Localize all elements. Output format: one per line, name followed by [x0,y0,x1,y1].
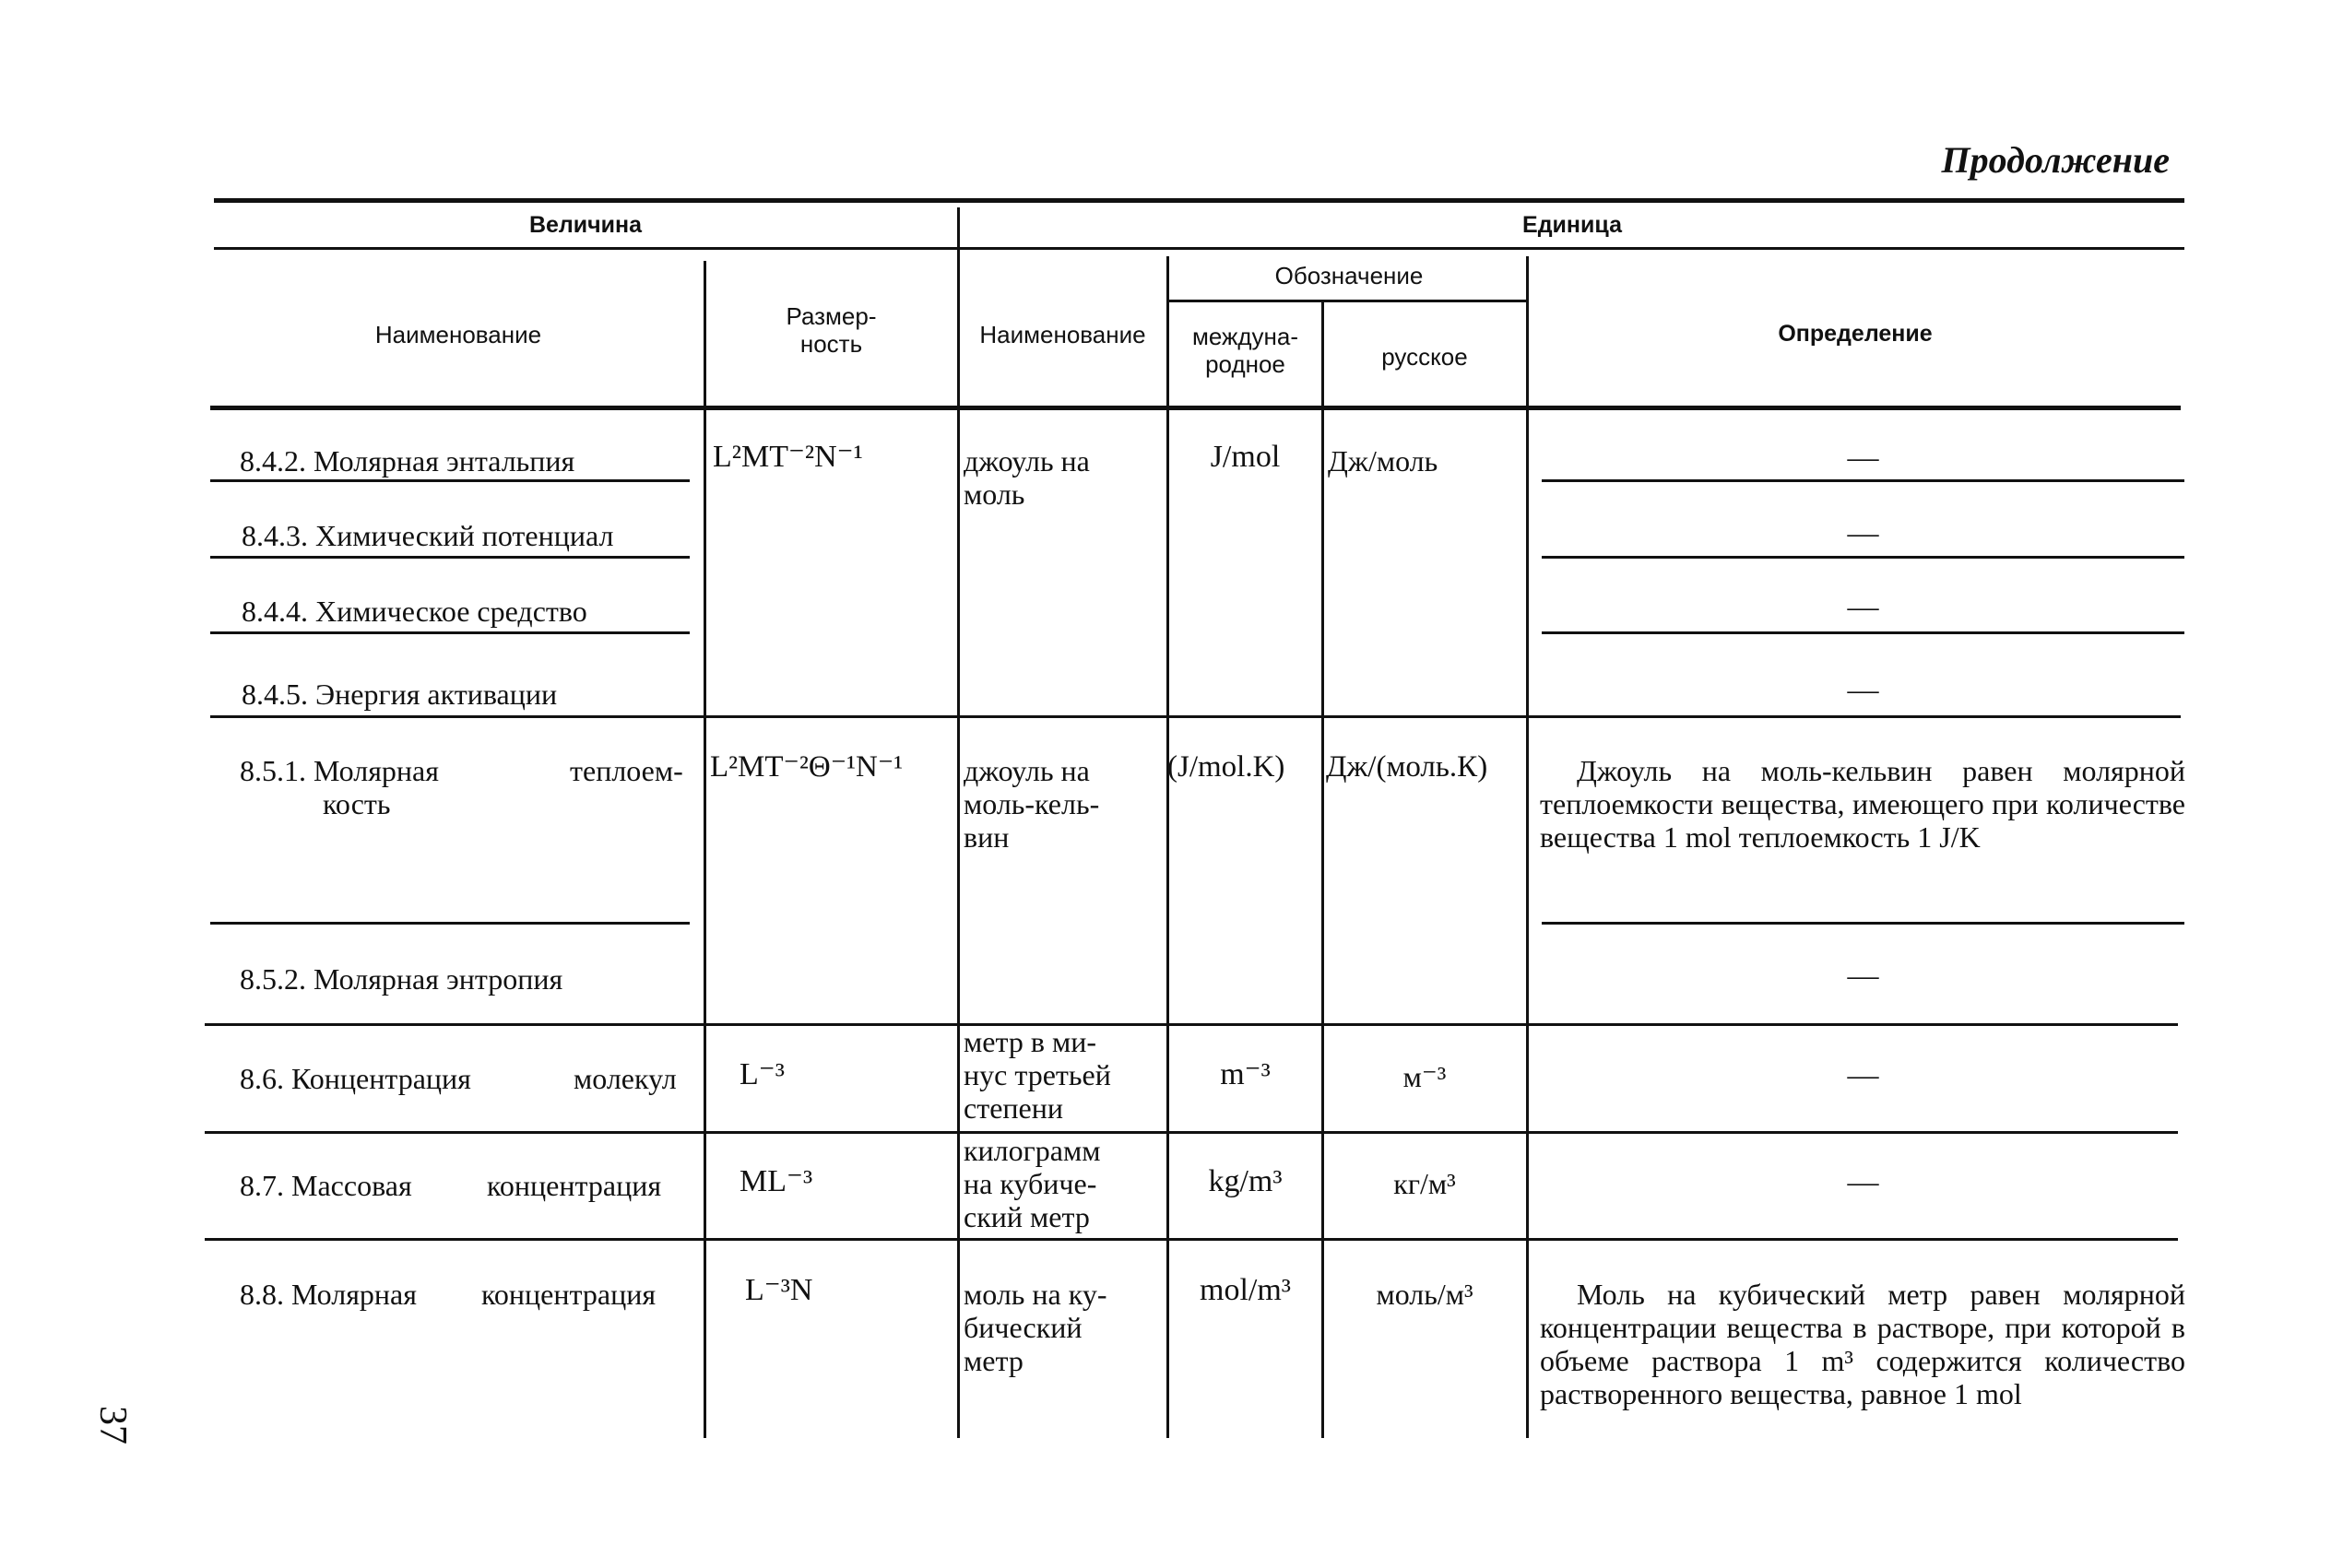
row-unit-name: джоуль на моль-кель- вин [964,754,1100,854]
col-rule [1526,256,1529,1438]
row-dimension: L⁻³ [740,1057,785,1091]
row-rule [210,715,2181,718]
row-dimension: L²MT⁻²Θ⁻¹N⁻¹ [710,750,904,784]
row-name: 8.5.2. Молярная энтропия [240,962,563,996]
row-rus: Дж/моль [1328,444,1438,477]
row-definition: — [1847,590,1879,624]
row-dimension: ML⁻³ [740,1164,813,1198]
row-intl: mol/m³ [1200,1273,1291,1307]
header-rule-designation [1169,300,1529,302]
header-unit: Единица [1522,212,1622,238]
row-name: 8.4.2. Молярная энтальпия [240,444,575,477]
row-unit-name: метр в ми- нус третьей степени [964,1025,1111,1125]
row-name: 8.6. Концентрация [240,1062,471,1095]
row-name-cont: концентрация [481,1278,657,1311]
header-unit-name: Наименование [979,321,1146,348]
row-dimension: L²MT⁻²N⁻¹ [713,440,863,474]
col-rule [957,207,960,1438]
header-russian: русское [1381,343,1468,371]
header-rule-1 [214,247,2184,250]
header-bottom-rule [210,406,2181,410]
continuation-label: Продолжение [1941,139,2170,181]
row-unit-name: джоуль на моль [964,444,1090,511]
col-rule [1321,300,1324,1438]
col-rule [1166,256,1169,1438]
row-rule [210,479,690,482]
header-dimension: Размер- ность [786,302,877,358]
row-intl: kg/m³ [1208,1164,1283,1198]
row-name: 8.4.4. Химическое средство [242,595,587,628]
header-definition: Определение [1778,321,1933,347]
header-designation: Обозначение [1274,262,1424,289]
row-name: 8.8. Молярная [240,1278,417,1311]
row-rule [205,1023,2178,1026]
row-name: 8.4.5. Энергия активации [242,678,558,711]
row-rule [210,922,690,925]
row-dimension: L⁻³N [745,1273,813,1307]
header-quantity: Величина [528,212,643,238]
row-rule [1542,556,2184,559]
row-definition: — [1847,441,1879,475]
row-rus: Дж/(моль.К) [1326,750,1488,784]
row-definition: — [1847,516,1879,550]
header-international: междуна- родное [1191,323,1299,378]
row-name: 8.4.3. Химический потенциал [242,519,614,552]
row-rule [210,556,690,559]
row-rule [1542,922,2184,925]
row-intl: m⁻³ [1220,1057,1271,1091]
row-rule [1542,479,2184,482]
page-number: 37 [91,1406,134,1444]
row-rus: м⁻³ [1402,1060,1447,1093]
row-definition: — [1847,1165,1879,1199]
header-name: Наименование [374,321,542,348]
row-name-cont: молекул [574,1062,677,1095]
row-definition: — [1847,959,1879,993]
col-rule [704,261,706,1438]
row-rule [210,631,690,634]
row-name-cont: теплоем- [570,754,683,787]
row-rule [205,1238,2178,1241]
row-name-cont: кость [323,787,391,820]
row-intl: J/mol [1210,440,1281,474]
row-definition: Моль на кубический метр равен молярной концентрации вещества в растворе, при которой в объеме раствора 1 m³ содержится количество растворенного вещества, равное 1 mol [1540,1278,2185,1410]
row-rus: моль/м³ [1376,1278,1473,1311]
row-rule [1542,631,2184,634]
row-definition: — [1847,1058,1879,1092]
row-definition: — [1847,673,1879,707]
row-rule [205,1131,2178,1134]
row-name: 8.7. Массовая [240,1169,412,1202]
row-rus: кг/м³ [1393,1167,1456,1200]
row-name-cont: концентрация [487,1169,662,1202]
row-unit-name: килограмм на кубиче- ский метр [964,1134,1101,1233]
row-unit-name: моль на ку- бический метр [964,1278,1107,1377]
row-definition: Джоуль на моль-кельвин равен молярной теплоемкости вещества, имеющего при количестве вещества 1 mol теплоемкость 1 J/K [1540,754,2185,854]
table-top-rule [214,198,2184,203]
row-name: 8.5.1. Молярная [240,754,439,787]
row-intl: (J/mol.K) [1167,750,1285,784]
